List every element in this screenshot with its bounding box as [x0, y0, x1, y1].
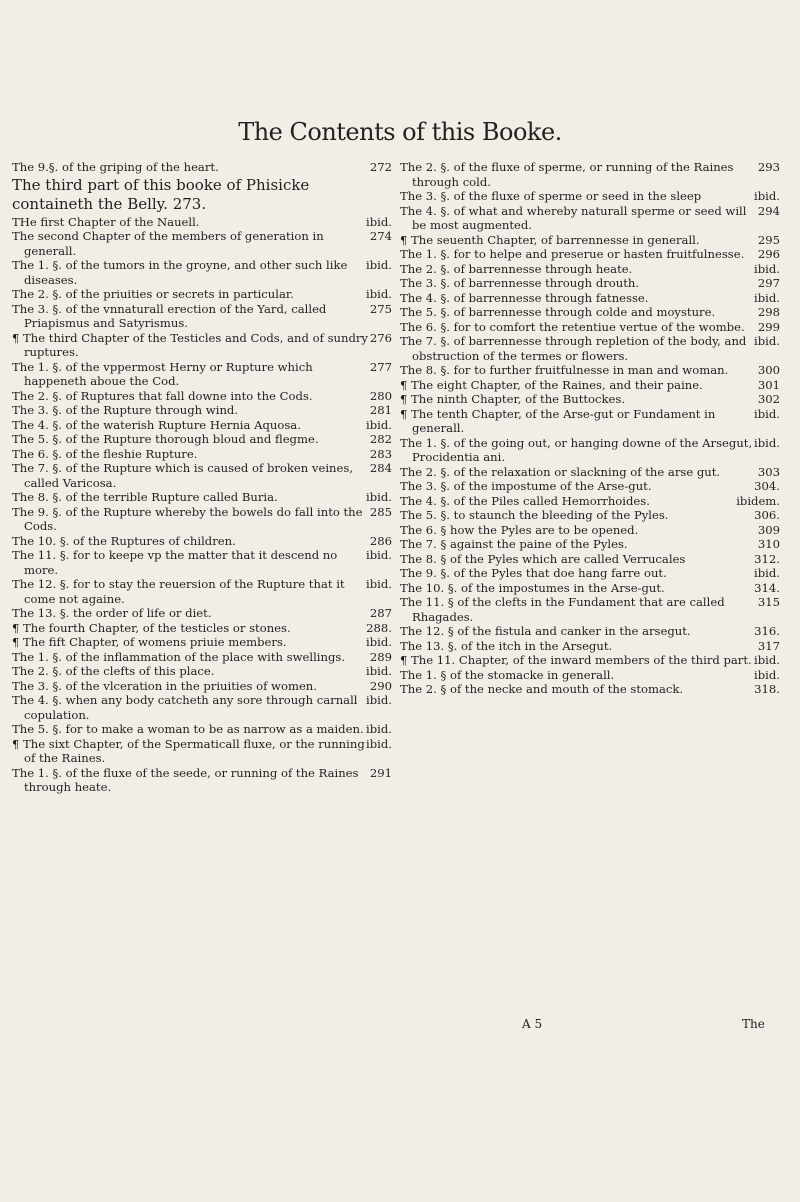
- page-number: ibid.: [366, 417, 392, 432]
- entry-text: The 7. §. of barrennesse through repletion of the body, and obstruction of the termes or flowers.: [400, 334, 747, 363]
- page-number: 287: [369, 606, 392, 620]
- entry-text: THe first Chapter of the Nauell.: [12, 214, 200, 229]
- page-number: ibid.: [366, 577, 392, 591]
- toc-entry: [400, 581, 780, 596]
- toc-entry: [12, 650, 392, 665]
- toc-entry: [400, 334, 780, 363]
- entry-text: The 4. §. of the waterish Rupture Hernia Aquosa.: [12, 417, 301, 432]
- toc-entry: [400, 392, 780, 407]
- entry-text: ¶ The fourth Chapter, of the testicles or stones.: [12, 620, 291, 635]
- entry-text: The 10. §. of the impostumes in the Arse-gut.: [400, 580, 665, 595]
- page-number: 317: [757, 638, 780, 653]
- toc-entry: [400, 436, 780, 465]
- page-number: 272: [369, 160, 392, 174]
- page-number: ibid.: [754, 261, 780, 276]
- page-number: ibidem.: [736, 493, 780, 508]
- entry-text: ¶ The tenth Chapter, of the Arse-gut or Fundament in generall.: [400, 406, 716, 435]
- page-number: 301: [757, 377, 780, 392]
- entry-text: ¶ The seuenth Chapter, of barrennesse in generall.: [400, 232, 700, 247]
- toc-entry: [12, 403, 392, 418]
- entry-text: The 2. § of the necke and mouth of the stomack.: [400, 682, 684, 696]
- page-number: ibid.: [754, 435, 780, 450]
- entry-text: The 5. §. to staunch the bleeding of the Pyles.: [400, 508, 669, 522]
- toc-entry: [12, 534, 392, 549]
- entry-text: The 2. §. of Ruptures that fall downe into the Cods.: [12, 388, 313, 403]
- page-number: 299: [757, 319, 780, 334]
- page-number: 286: [369, 533, 392, 548]
- entry-text: The 8. §. for to further fruitfulnesse in man and woman.: [400, 363, 729, 377]
- page-number: ibid.: [754, 406, 780, 421]
- page-number: ibid.: [366, 287, 392, 301]
- page-number: ibid.: [754, 566, 780, 580]
- entry-text: The 1. §. of the inflammation of the place with swellings.: [12, 649, 346, 664]
- toc-entry: [12, 664, 392, 679]
- page-number: 302: [757, 392, 780, 406]
- page-number: ibid.: [754, 667, 780, 682]
- entry-text: The 11. § of the clefts in the Fundament that are called Rhagades.: [400, 595, 725, 624]
- page-number: ibid.: [366, 548, 392, 562]
- toc-entry: [400, 160, 780, 189]
- page-number: 303: [757, 464, 780, 479]
- toc-entry: [12, 679, 392, 694]
- entry-text: The 5. §. for to make a woman to be as narrow as a maiden.: [12, 722, 364, 736]
- page-number: ibid.: [754, 334, 780, 348]
- toc-entry: [400, 566, 780, 581]
- entry-text: The 11. §. for to keepe vp the matter that it descend no more.: [12, 548, 338, 577]
- page-number: 283: [369, 446, 392, 461]
- toc-entry: [400, 682, 780, 697]
- signature-mark: A 5: [522, 1017, 543, 1031]
- page-number: ibid.: [366, 214, 392, 229]
- toc-entry: [12, 737, 392, 766]
- entry-text: The 3. §. of the impostume of the Arse-gut.: [400, 479, 652, 493]
- toc-entry: [12, 389, 392, 404]
- page-number: 314.: [754, 580, 780, 595]
- entry-text: The 8. §. of the terrible Rupture called Buria.: [12, 490, 278, 504]
- entry-text: The 3. §. of the vnnaturall erection of the Yard, called Priapismus and Satyrismus.: [12, 301, 327, 330]
- toc-entry: [12, 693, 392, 722]
- entry-text: The 4. §. of barrennesse through fatnesse.: [400, 290, 649, 305]
- entry-text: The 4. §. of what and whereby naturall sperme or seed will be most augmented.: [400, 203, 747, 232]
- entry-text: The 2. §. of the priuities or secrets in particular.: [12, 287, 294, 301]
- toc-entry: [400, 204, 780, 233]
- entry-text: The 3. §. of barrennesse through drouth.: [400, 276, 640, 290]
- part-heading: [12, 177, 392, 194]
- toc-entry: [400, 189, 780, 204]
- entry-text: The 2. §. of the fluxe of sperme, or running of the Raines through cold.: [400, 160, 734, 189]
- entry-text: The 1. § of the stomacke in generall.: [400, 667, 615, 682]
- entry-text: The 3. §. of the Rupture through wind.: [12, 403, 239, 417]
- entry-text: ¶ The fift Chapter, of womens priuie members.: [12, 635, 287, 649]
- page-number: 290: [369, 678, 392, 693]
- left-column: [12, 160, 392, 795]
- toc-entry: [400, 363, 780, 378]
- page-number: 293: [757, 160, 780, 174]
- part-heading: [12, 196, 392, 213]
- toc-entry: [400, 378, 780, 393]
- toc-entry: [400, 320, 780, 335]
- toc-entry: [12, 766, 392, 795]
- entry-text: The 12. § of the fistula and canker in the arsegut.: [400, 624, 691, 638]
- toc-entry: [12, 160, 392, 175]
- toc-entry: [12, 287, 392, 302]
- toc-entry: [12, 505, 392, 534]
- toc-entry: [12, 722, 392, 737]
- page-number: 295: [757, 232, 780, 247]
- entry-text: The 7. § against the paine of the Pyles.: [400, 537, 628, 551]
- page-number: 306.: [754, 508, 780, 522]
- entry-text: ¶ The ninth Chapter, of the Buttockes.: [400, 392, 626, 406]
- page-number: 277: [369, 359, 392, 374]
- entry-text: The 1. §. of the fluxe of the seede, or running of the Raines through heate.: [12, 765, 359, 794]
- page-number: 284: [369, 461, 392, 475]
- toc-entry: [12, 621, 392, 636]
- entry-text: The 13. §. of the itch in the Arsegut.: [400, 638, 613, 653]
- entry-text: The 13. §. the order of life or diet.: [12, 606, 212, 620]
- toc-entry: [12, 490, 392, 505]
- entry-text: The 4. §. when any body catcheth any sore through carnall copulation.: [12, 693, 358, 722]
- entry-text: The 12. §. for to stay the reuersion of the Rupture that it come not againe.: [12, 577, 345, 606]
- page-number: 316.: [754, 624, 780, 638]
- page-number: 288.: [366, 620, 392, 635]
- page-number: 281: [369, 403, 392, 417]
- entry-text: The 2. §. of the relaxation or slackning of the arse gut.: [400, 464, 721, 479]
- toc-entry: [400, 305, 780, 320]
- page-number: 304.: [754, 479, 780, 493]
- page-number: 318.: [754, 682, 780, 696]
- toc-entry: [12, 548, 392, 577]
- page-number: ibid.: [366, 693, 392, 707]
- toc-entry: [12, 360, 392, 389]
- page-number: 280: [369, 388, 392, 403]
- entry-text: The 1. §. of the vppermost Herny or Rupture which happeneth aboue the Cod.: [12, 359, 313, 388]
- toc-entry: [12, 215, 392, 230]
- page-number: 298: [757, 305, 780, 319]
- page-number: ibid.: [754, 290, 780, 305]
- entry-text: The 6. § how the Pyles are to be opened.: [400, 522, 639, 537]
- entry-text: containeth the Belly. 273.: [12, 194, 207, 213]
- toc-entry: [12, 229, 392, 258]
- entry-text: ¶ The 11. Chapter, of the inward members of the third part.: [400, 653, 752, 667]
- entry-text: The 7. §. of the Rupture which is caused of broken veines, called Varicosa.: [12, 461, 354, 490]
- page-number: ibid.: [366, 722, 392, 736]
- entry-text: ¶ The third Chapter of the Testicles and Cods, and of sundry ruptures.: [12, 330, 368, 359]
- page-number: 309: [757, 522, 780, 537]
- toc-entry: [12, 432, 392, 447]
- toc-entry: [400, 465, 780, 480]
- entry-text: The 3. §. of the vlceration in the priuities of women.: [12, 678, 317, 693]
- catchword: The: [742, 1017, 765, 1031]
- toc-entry: [12, 418, 392, 433]
- toc-entry: [12, 258, 392, 287]
- toc-entry: [12, 447, 392, 462]
- toc-entry: [12, 331, 392, 360]
- entry-text: The 9. §. of the Pyles that doe hang farre out.: [400, 566, 667, 580]
- toc-entry: [400, 668, 780, 683]
- page-number: ibid.: [366, 490, 392, 504]
- toc-entry: [400, 624, 780, 639]
- entry-text: The 9.§. of the griping of the heart.: [12, 160, 219, 174]
- entry-text: The 6. §. of the fleshie Rupture.: [12, 446, 198, 461]
- entry-text: The 1. §. of the going out, or hanging downe of the Arsegut, Procidentia ani.: [400, 435, 753, 464]
- page-number: ibid.: [366, 635, 392, 649]
- page-number: 296: [757, 247, 780, 261]
- page-header: The Contents of this Booke.: [238, 118, 562, 146]
- toc-entry: [400, 537, 780, 552]
- toc-entry: [400, 494, 780, 509]
- toc-entry: [400, 639, 780, 654]
- toc-entry: [400, 407, 780, 436]
- toc-entry: [400, 552, 780, 567]
- page-number: ibid.: [366, 664, 392, 678]
- right-column: [400, 160, 780, 697]
- entry-text: The 9. §. of the Rupture whereby the bowels do fall into the Cods.: [12, 504, 363, 533]
- page-number: 291: [369, 765, 392, 780]
- entry-text: The 4. §. of the Piles called Hemorrhoides.: [400, 493, 650, 508]
- toc-entry: [12, 635, 392, 650]
- entry-text: The second Chapter of the members of generation in generall.: [12, 229, 324, 258]
- page-number: 315: [757, 595, 780, 609]
- page-number: 310: [757, 537, 780, 551]
- toc-entry: [12, 461, 392, 490]
- page-number: ibid.: [754, 189, 780, 203]
- entry-text: The 2. §. of barrennesse through heate.: [400, 261, 633, 276]
- page-number: 276: [369, 330, 392, 345]
- entry-text: ¶ The sixt Chapter, of the Spermaticall fluxe, or the running of the Raines.: [12, 736, 365, 765]
- entry-text: The 3. §. of the fluxe of sperme or seed in the sleep: [400, 189, 702, 203]
- page-number: 312.: [754, 551, 780, 566]
- entry-text: The 5. §. of the Rupture thorough bloud and flegme.: [12, 432, 319, 446]
- page-number: ibid.: [754, 653, 780, 667]
- entry-text: The 2. §. of the clefts of this place.: [12, 664, 215, 678]
- page-number: ibid.: [366, 258, 392, 272]
- entry-text: The 5. §. of barrennesse through colde and moysture.: [400, 305, 716, 319]
- toc-entry: [12, 302, 392, 331]
- page-number: ibid.: [366, 736, 392, 751]
- entry-text: The 6. §. for to comfort the retentiue vertue of the wombe.: [400, 319, 745, 334]
- toc-entry: [400, 523, 780, 538]
- toc-entry: [400, 508, 780, 523]
- page-number: 289: [369, 649, 392, 664]
- entry-text: The 10. §. of the Ruptures of children.: [12, 533, 236, 548]
- page-number: 300: [757, 363, 780, 377]
- page-number: 285: [369, 504, 392, 519]
- entry-text: The third part of this booke of Phisicke: [12, 175, 310, 194]
- page-number: 274: [369, 229, 392, 243]
- page-number: 275: [369, 301, 392, 316]
- page-number: 294: [757, 203, 780, 218]
- toc-entry: [400, 262, 780, 277]
- toc-entry: [12, 606, 392, 621]
- toc-entry: [400, 233, 780, 248]
- toc-entry: [12, 577, 392, 606]
- toc-entry: [400, 291, 780, 306]
- toc-entry: [400, 595, 780, 624]
- toc-entry: [400, 479, 780, 494]
- entry-text: The 1. §. for to helpe and preserue or hasten fruitfulnesse.: [400, 247, 745, 261]
- entry-text: The 8. § of the Pyles which are called Verrucales: [400, 551, 686, 566]
- toc-entry: [400, 276, 780, 291]
- toc-entry: [400, 247, 780, 262]
- page-number: 297: [757, 276, 780, 290]
- entry-text: The 1. §. of the tumors in the groyne, and other such like diseases.: [12, 258, 348, 287]
- page-number: 282: [369, 432, 392, 446]
- toc-entry: [400, 653, 780, 668]
- entry-text: ¶ The eight Chapter, of the Raines, and their paine.: [400, 377, 703, 392]
